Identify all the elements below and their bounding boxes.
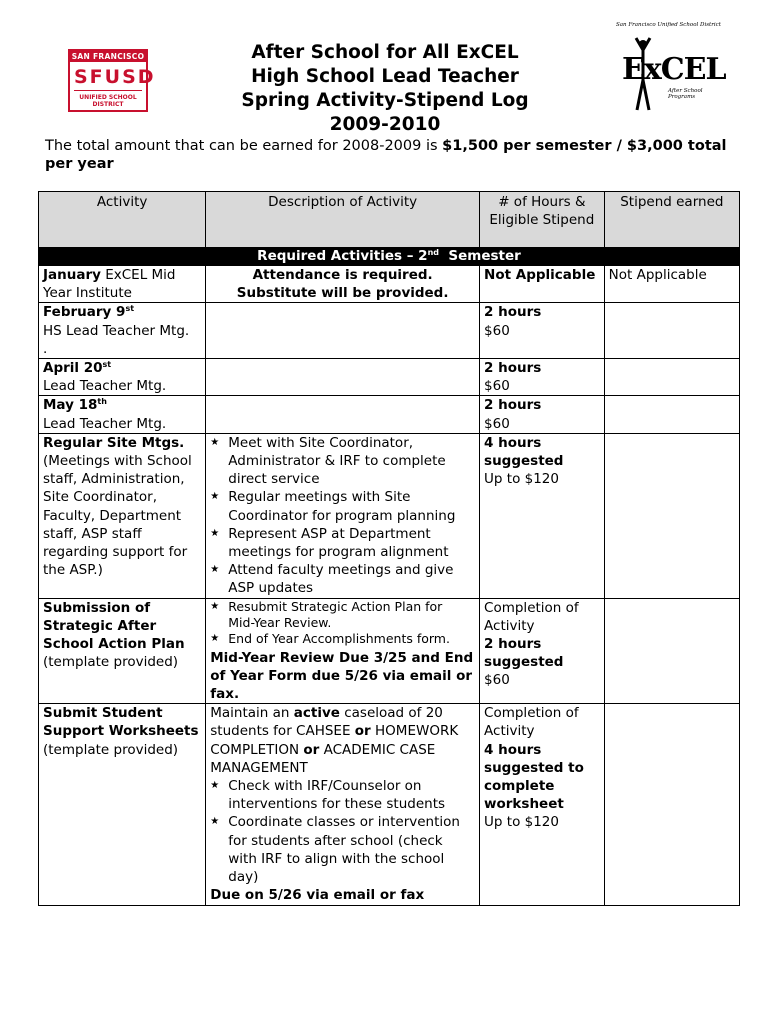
stipend-earned-cell bbox=[604, 396, 739, 433]
bullet-item: ★ Coordinate classes or intervention for students after school (check with IRF to align with the school day) bbox=[210, 813, 475, 886]
description-cell bbox=[206, 303, 480, 359]
hours-note: Completion of Activity bbox=[484, 705, 579, 740]
stipend-earned-cell bbox=[604, 704, 739, 905]
table-row bbox=[39, 303, 740, 359]
activity-cell bbox=[39, 598, 206, 704]
description-text: caseload of 20 students for CAHSEE bbox=[210, 705, 443, 740]
stipend-earned-cell bbox=[604, 303, 739, 359]
activity-title: Submission of Strategic After School Action Plan bbox=[43, 599, 185, 653]
section-header-row bbox=[39, 248, 740, 266]
hours-cell bbox=[480, 303, 605, 359]
activity-detail: ExCEL Mid Year Institute bbox=[43, 267, 176, 302]
title-line4: 2009-2010 bbox=[329, 114, 441, 135]
description-cell bbox=[206, 598, 480, 704]
stipend-amount: Up to $120 bbox=[484, 814, 559, 831]
stipend-amount: $60 bbox=[484, 378, 510, 395]
description-cell bbox=[206, 433, 480, 598]
activity-cell bbox=[39, 396, 206, 433]
activity-title: Regular Site Mtgs. bbox=[43, 434, 185, 451]
header-stipend-earned: Stipend earned bbox=[604, 192, 739, 248]
table-row bbox=[39, 598, 740, 704]
activity-title-sup: st bbox=[125, 304, 135, 314]
activity-cell bbox=[39, 704, 206, 905]
due-date-note: Due on 5/26 via email or fax bbox=[210, 887, 425, 904]
hours-cell bbox=[480, 433, 605, 598]
description-cell bbox=[206, 396, 480, 433]
activity-detail: Lead Teacher Mtg. bbox=[43, 415, 167, 432]
title-line1: After School for All ExCEL bbox=[251, 42, 519, 63]
bullet-item: ★ Represent ASP at Department meetings for program alignment bbox=[210, 525, 475, 561]
sfusd-logo-line2: SFUSD bbox=[74, 64, 142, 91]
table-header-row bbox=[39, 192, 740, 248]
table-row bbox=[39, 396, 740, 433]
activity-cell bbox=[39, 266, 206, 303]
activity-title: May 18 bbox=[43, 397, 98, 414]
section-label bbox=[39, 248, 740, 266]
excel-logo-sub2: Programs bbox=[668, 94, 696, 100]
bullet-item: ★ Resubmit Strategic Action Plan for Mid-Year Review. bbox=[210, 599, 475, 631]
hours-amount: 2 hours suggested bbox=[484, 636, 564, 671]
stipend-amount: $60 bbox=[484, 322, 510, 339]
title-line2: High School Lead Teacher bbox=[251, 66, 519, 87]
activity-title: February 9 bbox=[43, 304, 126, 321]
stipend-log-table bbox=[38, 191, 740, 906]
activity-title: April 20 bbox=[43, 360, 103, 377]
hours-cell bbox=[480, 598, 605, 704]
bullet-item: ★ Meet with Site Coordinator, Administrator & IRF to complete direct service bbox=[210, 434, 475, 489]
intro-amount: $1,500 per semester / $3,000 total per year bbox=[45, 138, 727, 172]
activity-detail: HS Lead Teacher Mtg. bbox=[43, 322, 190, 339]
activity-cell bbox=[39, 303, 206, 359]
description-cell bbox=[206, 266, 480, 303]
description-paragraph bbox=[210, 704, 475, 777]
description-emphasis: active bbox=[293, 705, 340, 722]
stipend-earned-cell: Not Applicable bbox=[604, 266, 739, 303]
description-bullets bbox=[210, 599, 475, 647]
table-row bbox=[39, 359, 740, 396]
activity-cell bbox=[39, 359, 206, 396]
header-hours: # of Hours & Eligible Stipend bbox=[480, 192, 605, 248]
stipend-amount: $60 bbox=[484, 672, 510, 689]
activity-title-sup: st bbox=[102, 360, 112, 370]
excel-logo-sub bbox=[668, 88, 703, 100]
hours-amount: 2 hours bbox=[484, 397, 542, 414]
description-or: or bbox=[354, 723, 371, 740]
hours-cell bbox=[480, 396, 605, 433]
stipend-amount: Up to $120 bbox=[484, 471, 559, 488]
hours-note: Completion of Activity bbox=[484, 599, 579, 634]
stipend-earned-cell bbox=[604, 433, 739, 598]
stipend-amount: $60 bbox=[484, 415, 510, 432]
due-date-note: Mid-Year Review Due 3/25 and End of Year Form due 5/26 via email or fax. bbox=[210, 649, 474, 703]
hours-cell bbox=[480, 704, 605, 905]
hours-cell: Not Applicable bbox=[480, 266, 605, 303]
header-activity: Activity bbox=[39, 192, 206, 248]
description-cell bbox=[206, 359, 480, 396]
table-row bbox=[39, 266, 740, 303]
activity-detail: Lead Teacher Mtg. bbox=[43, 378, 167, 395]
bullet-item: ★ Check with IRF/Counselor on interventions for these students bbox=[210, 777, 475, 813]
sfusd-logo-line1: SAN FRANCISCO bbox=[71, 52, 145, 61]
hours-amount: 2 hours bbox=[484, 360, 542, 377]
description-or: or bbox=[303, 741, 320, 758]
activity-detail: (Meetings with School staff, Administration, Site Coordinator, Faculty, Department staff, ASP staff regarding support for the ASP.) bbox=[43, 453, 192, 579]
table-row bbox=[39, 433, 740, 598]
stipend-earned-cell bbox=[604, 359, 739, 396]
activity-dot: . bbox=[43, 340, 48, 357]
table-row bbox=[39, 704, 740, 905]
section-label-text: Required Activities – 2 bbox=[257, 248, 428, 264]
intro-text: The total amount that can be earned for 2008-2009 is bbox=[45, 138, 443, 154]
excel-logo-word: ExCEL bbox=[622, 52, 726, 87]
description-line: Substitute will be provided. bbox=[236, 285, 449, 302]
hours-amount: 4 hours suggested to complete worksheet bbox=[484, 741, 584, 813]
hours-amount: 4 hours suggested bbox=[484, 434, 564, 470]
description-bullets bbox=[210, 434, 475, 598]
activity-cell bbox=[39, 433, 206, 598]
activity-title-sup: th bbox=[97, 397, 107, 407]
excel-logo-tagline: San Francisco Unified School District bbox=[616, 22, 721, 28]
activity-detail: (template provided) bbox=[43, 654, 179, 671]
description-text: HOMEWORK COMPLETION bbox=[210, 723, 459, 758]
header-description: Description of Activity bbox=[206, 192, 480, 248]
activity-title: Submit Student Support Worksheets bbox=[43, 705, 199, 740]
description-text: Maintain an bbox=[210, 705, 294, 722]
description-line: Attendance is required. bbox=[252, 267, 433, 283]
excel-logo-sub1: After School bbox=[668, 88, 703, 94]
activity-detail: (template provided) bbox=[43, 741, 179, 758]
intro-paragraph bbox=[45, 137, 735, 173]
section-label-tail: Semester bbox=[448, 248, 521, 264]
title-line3: Spring Activity-Stipend Log bbox=[241, 90, 529, 111]
stipend-earned-cell bbox=[604, 598, 739, 704]
hours-cell bbox=[480, 359, 605, 396]
bullet-item: ★ End of Year Accomplishments form. bbox=[210, 631, 475, 647]
bullet-item: ★ Attend faculty meetings and give ASP updates bbox=[210, 561, 475, 597]
sfusd-logo bbox=[68, 49, 156, 112]
section-label-sup: nd bbox=[427, 248, 439, 257]
excel-logo bbox=[612, 22, 726, 114]
hours-amount: 2 hours bbox=[484, 304, 542, 321]
description-text: ACADEMIC CASE MANAGEMENT bbox=[210, 741, 436, 776]
description-cell bbox=[206, 704, 480, 905]
description-bullets bbox=[210, 777, 475, 886]
document-title bbox=[200, 41, 570, 137]
bullet-item: ★ Regular meetings with Site Coordinator for program planning bbox=[210, 488, 475, 524]
sfusd-logo-line3: UNIFIED SCHOOL DISTRICT bbox=[79, 94, 137, 108]
activity-title: January bbox=[43, 267, 101, 283]
